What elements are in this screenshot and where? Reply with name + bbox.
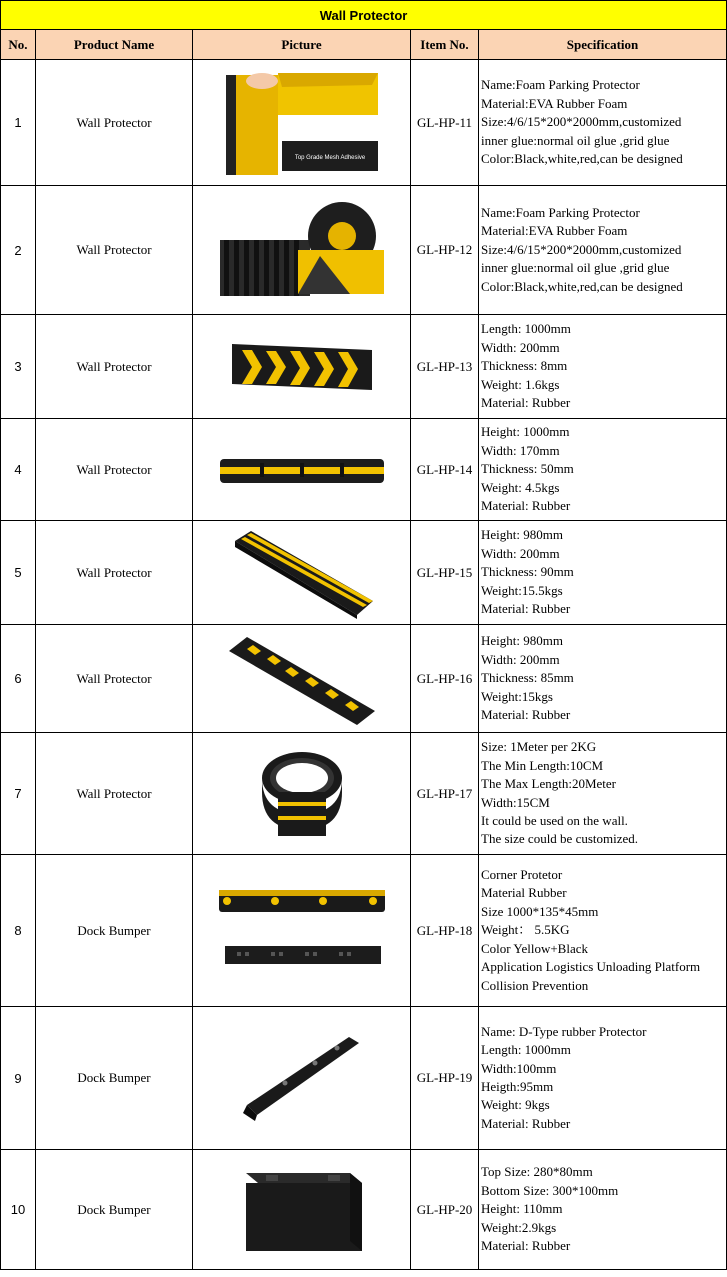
- specification: [479, 625, 727, 733]
- spec-line: Height: 1000mm: [481, 424, 570, 440]
- ribbed-foam-roll-image: [220, 200, 384, 300]
- table-row: [1, 186, 727, 315]
- table-row: [1, 60, 727, 186]
- specification: [479, 733, 727, 855]
- spec-line: Thickness: 85mm: [481, 670, 574, 686]
- specification: [479, 315, 727, 419]
- product-picture: [193, 1007, 411, 1150]
- table-row: [1, 625, 727, 733]
- spec-line: Height: 980mm: [481, 633, 563, 649]
- product-picture: [193, 521, 411, 625]
- row-number: 2: [1, 186, 36, 315]
- table-row: [1, 1007, 727, 1150]
- table-row: [1, 855, 727, 1007]
- row-number: 7: [1, 733, 36, 855]
- table-row: [1, 1150, 727, 1270]
- spec-line: Width: 200mm: [481, 545, 560, 561]
- product-picture: [193, 60, 411, 186]
- item-number: GL-HP-19: [411, 1007, 479, 1150]
- rolled-rubber-strip-image: [252, 744, 352, 844]
- spec-line: The Max Length:20Meter: [481, 776, 617, 792]
- spec-line: Weight: 4.5kgs: [481, 479, 560, 495]
- item-number: GL-HP-13: [411, 315, 479, 419]
- spec-line: Thickness: 8mm: [481, 358, 568, 374]
- product-picture: [193, 315, 411, 419]
- item-number: GL-HP-20: [411, 1150, 479, 1270]
- table-row: [1, 733, 727, 855]
- product-name: Wall Protector: [36, 733, 193, 855]
- spec-line: Height: 110mm: [481, 1201, 563, 1217]
- spec-line: Width:100mm: [481, 1060, 557, 1076]
- product-name: Dock Bumper: [36, 1007, 193, 1150]
- spec-line: Length: 1000mm: [481, 1042, 571, 1058]
- table-row: [1, 315, 727, 419]
- image-caption: Top Grade Mesh Adhesive: [294, 154, 365, 161]
- segmented-rubber-block-image: [227, 631, 377, 727]
- product-name: Dock Bumper: [36, 1150, 193, 1270]
- specification: [479, 521, 727, 625]
- spec-line: Length: 1000mm: [481, 321, 571, 337]
- product-picture: [193, 855, 411, 1007]
- spec-line: The size could be customized.: [481, 831, 639, 847]
- spec-line: Material:EVA Rubber Foam: [481, 223, 628, 239]
- product-picture: [193, 625, 411, 733]
- spec-line: Heigth:95mm: [481, 1079, 554, 1094]
- specification: [479, 1150, 727, 1270]
- header-picture: Picture: [193, 30, 411, 60]
- spec-line: Collision Prevention: [481, 977, 589, 993]
- product-picture: [193, 186, 411, 315]
- spec-line: Material Rubber: [481, 885, 567, 901]
- item-number: GL-HP-11: [411, 60, 479, 186]
- yellow-adhesive-foam-roll-image: [222, 65, 382, 181]
- header-no: No.: [1, 30, 36, 60]
- spec-line: Name:Foam Parking Protector: [481, 204, 640, 220]
- item-number: GL-HP-14: [411, 419, 479, 521]
- spec-line: Size: 1Meter per 2KG: [481, 739, 597, 755]
- row-number: 10: [1, 1150, 36, 1270]
- item-number: GL-HP-18: [411, 855, 479, 1007]
- spec-line: Weight:15kgs: [481, 688, 553, 704]
- spec-line: Weight:15.5kgs: [481, 582, 563, 598]
- striped-rubber-bar-image: [220, 453, 384, 487]
- spec-line: Weight： 5.5KG: [481, 922, 570, 938]
- spec-line: Material: Rubber: [481, 707, 571, 723]
- spec-line: Name:Foam Parking Protector: [481, 77, 640, 93]
- spec-line: Material: Rubber: [481, 498, 571, 514]
- product-name: Wall Protector: [36, 186, 193, 315]
- spec-line: Application Logistics Unloading Platform: [481, 959, 701, 975]
- spec-line: Color:Black,white,red,can be designed: [481, 278, 683, 294]
- spec-line: Material: Rubber: [481, 1115, 571, 1131]
- specification: [479, 186, 727, 315]
- spec-line: Width:15CM: [481, 794, 550, 810]
- row-number: 8: [1, 855, 36, 1007]
- spec-line: Weight: 1.6kgs: [481, 376, 560, 392]
- header-item-no: Item No.: [411, 30, 479, 60]
- item-number: GL-HP-15: [411, 521, 479, 625]
- item-number: GL-HP-12: [411, 186, 479, 315]
- product-picture: [193, 733, 411, 855]
- header-specification: Specification: [479, 30, 727, 60]
- spec-line: Material: Rubber: [481, 395, 571, 411]
- spec-line: Top Size: 280*80mm: [481, 1164, 593, 1180]
- product-name: Wall Protector: [36, 60, 193, 186]
- product-name: Wall Protector: [36, 315, 193, 419]
- row-number: 1: [1, 60, 36, 186]
- spec-line: Width: 200mm: [481, 339, 560, 355]
- spec-line: Size 1000*135*45mm: [481, 903, 599, 919]
- table-row: [1, 419, 727, 521]
- product-name: Wall Protector: [36, 521, 193, 625]
- spec-line: inner glue:normal oil glue ,grid glue: [481, 132, 670, 148]
- spec-line: inner glue:normal oil glue ,grid glue: [481, 260, 670, 276]
- table-title: Wall Protector: [1, 1, 727, 30]
- specification: [479, 60, 727, 186]
- spec-line: Color Yellow+Black: [481, 940, 589, 956]
- specification: [479, 855, 727, 1007]
- spec-line: The Min Length:10CM: [481, 757, 604, 773]
- spec-line: Thickness: 90mm: [481, 564, 574, 580]
- spec-line: Size:4/6/15*200*2000mm,customized: [481, 241, 682, 257]
- product-name: Wall Protector: [36, 419, 193, 521]
- chevron-rubber-panel-image: [232, 342, 372, 392]
- product-name: Wall Protector: [36, 625, 193, 733]
- header-product-name: Product Name: [36, 30, 193, 60]
- spec-line: Width: 170mm: [481, 442, 560, 458]
- spec-line: Corner Protetor: [481, 867, 563, 883]
- spec-line: Bottom Size: 300*100mm: [481, 1182, 619, 1198]
- spec-line: Weight: 9kgs: [481, 1097, 550, 1113]
- spec-line: It could be used on the wall.: [481, 812, 628, 828]
- product-picture: [193, 419, 411, 521]
- table-row: [1, 521, 727, 625]
- item-number: GL-HP-17: [411, 733, 479, 855]
- item-number: GL-HP-16: [411, 625, 479, 733]
- product-picture: [193, 1150, 411, 1270]
- row-number: 3: [1, 315, 36, 419]
- double-stripe-rubber-block-image: [227, 527, 377, 619]
- spec-line: Material: Rubber: [481, 1238, 571, 1254]
- spec-line: Weight:2.9kgs: [481, 1219, 557, 1235]
- row-number: 9: [1, 1007, 36, 1150]
- spec-line: Material:EVA Rubber Foam: [481, 95, 628, 111]
- row-number: 4: [1, 419, 36, 521]
- specification: [479, 1007, 727, 1150]
- d-type-rubber-bumper-image: [237, 1033, 367, 1123]
- spec-line: Size:4/6/15*200*2000mm,customized: [481, 114, 682, 130]
- corner-protector-pair-image: [217, 886, 387, 976]
- rubber-block-bumper-image: [232, 1165, 372, 1255]
- spec-line: Color:Black,white,red,can be designed: [481, 151, 683, 167]
- specification: [479, 419, 727, 521]
- product-name: Dock Bumper: [36, 855, 193, 1007]
- spec-line: Width: 200mm: [481, 651, 560, 667]
- row-number: 5: [1, 521, 36, 625]
- row-number: 6: [1, 625, 36, 733]
- spec-line: Name: D-Type rubber Protector: [481, 1023, 647, 1039]
- spec-line: Material: Rubber: [481, 601, 571, 617]
- spec-line: Thickness: 50mm: [481, 461, 574, 477]
- spec-line: Height: 980mm: [481, 527, 563, 543]
